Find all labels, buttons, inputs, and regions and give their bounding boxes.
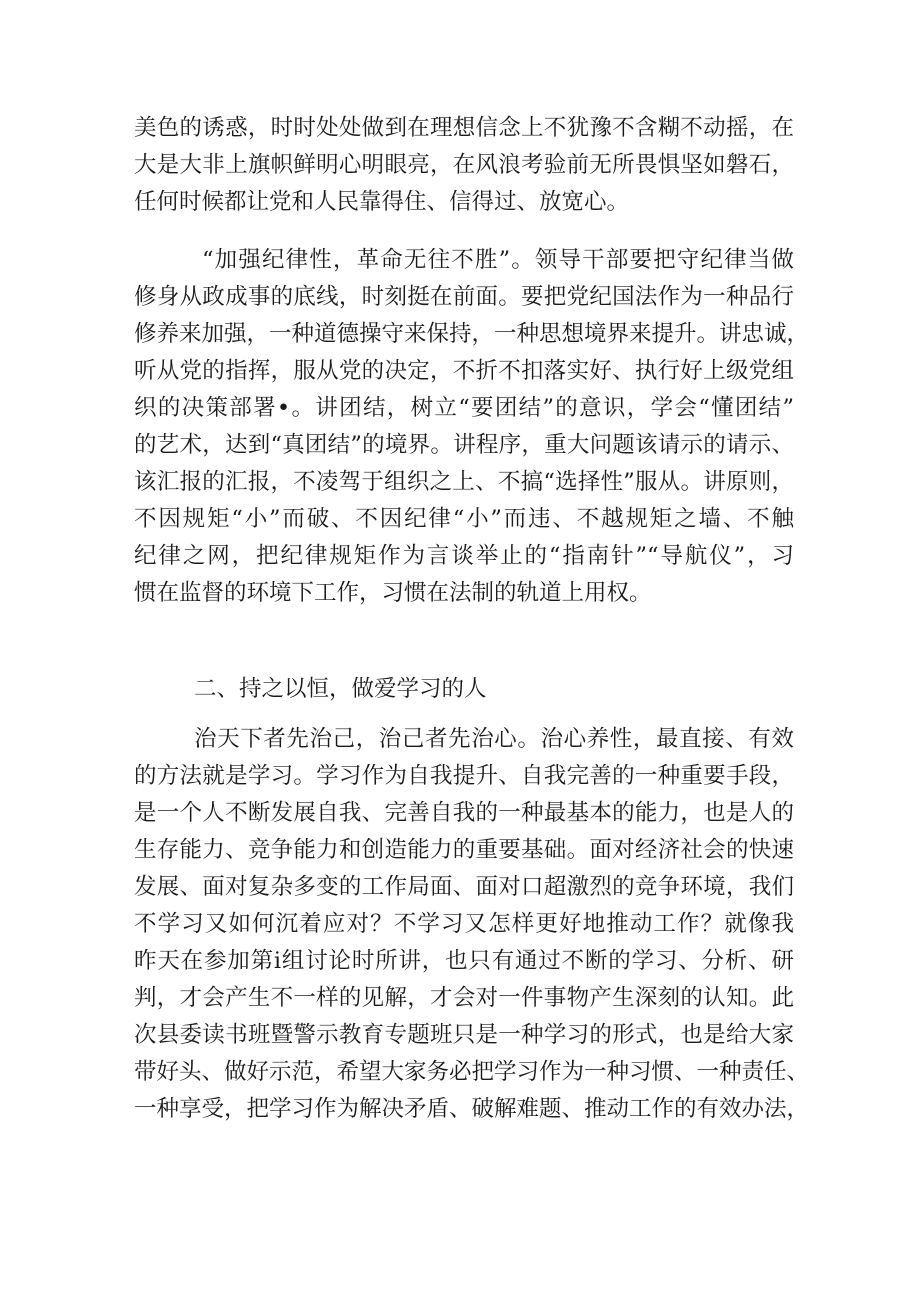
paragraph-discipline-ideals — [134, 110, 794, 221]
paragraph-line: 生存能力、竞争能力和创造能力的重要基础。面对经济社会的快速 — [134, 837, 794, 863]
paragraph-line: 是一个人不断发展自我、完善自我的一种最基本的能力，也是人的 — [134, 800, 794, 826]
paragraph-line: 昨天在参加第i组讨论时所讲，也只有通过不断的学习、分析、研 — [134, 948, 794, 974]
paragraph-line: 惯在监督的环境下工作，习惯在法制的轨道上用权。 — [134, 580, 652, 606]
paragraph-line: 判，才会产生不一样的见解，才会对一件事物产生深刻的认知。此 — [134, 985, 794, 1011]
paragraph-line: 的方法就是学习。学习作为自我提升、自我完善的一种重要手段， — [134, 763, 794, 789]
paragraph-line: 不学习又如何沉着应对？不学习又怎样更好地推动工作？就像我 — [134, 911, 794, 937]
paragraph-line: 大是大非上旗帜鲜明心明眼亮，在风浪考验前无所畏惧坚如磐石， — [134, 152, 794, 178]
paragraph-line: 的艺术，达到“真团结”的境界。讲程序，重大问题该请示的请示、 — [134, 432, 794, 458]
paragraph-line: 带好头、做好示范，希望大家务必把学习作为一种习惯、一种责任、 — [134, 1059, 810, 1085]
paragraph-line: 次县委读书班暨警示教育专题班只是一种学习的形式，也是给大家 — [134, 1022, 794, 1048]
paragraph-line: 发展、面对复杂多变的工作局面、面对口超激烈的竞争环境，我们 — [134, 874, 794, 900]
paragraph-discipline-rules — [134, 242, 810, 612]
paragraph-line: 不因规矩“小”而破、不因纪律“小”而违、不越规矩之墙、不触 — [134, 506, 794, 532]
paragraph-line: 美色的诱惑，时时处处做到在理想信念上不犹豫不含糊不动摇，在 — [134, 115, 794, 141]
paragraph-line: 纪律之网，把纪律规矩作为言谈举止的“指南针”“导航仪”，习 — [134, 543, 794, 569]
section-heading-block — [134, 671, 794, 708]
paragraph-line: 修养来加强，一种道德操守来保持，一种思想境界来提升。讲忠诚， — [134, 321, 810, 347]
paragraph-line: 任何时候都让党和人民靠得住、信得过、放宽心。 — [134, 189, 630, 215]
paragraph-line: 该汇报的汇报，不凌驾于组织之上、不搞“选择性”服从。讲原则， — [134, 469, 794, 495]
paragraph-line: 听从党的指挥，服从党的决定，不折不扣落实好、执行好上级党组 — [134, 358, 794, 384]
paragraph-learning — [134, 721, 810, 1128]
paragraph-line: “加强纪律性，革命无往不胜”。领导干部要把守纪律当做 — [202, 247, 794, 273]
section-heading: 二、持之以恒，做爱学习的人 — [194, 676, 487, 702]
paragraph-line: 一种享受，把学习作为解决矛盾、破解难题、推动工作的有效办法， — [134, 1096, 810, 1122]
paragraph-line: 治天下者先治己，治己者先治心。治心养性，最直接、有效 — [194, 726, 794, 752]
paragraph-line: 修身从政成事的底线，时刻挺在前面。要把党纪国法作为一种品行 — [134, 284, 794, 310]
paragraph-line: 织的决策部署•。讲团结，树立“要团结”的意识，学会“懂团结” — [134, 395, 794, 421]
